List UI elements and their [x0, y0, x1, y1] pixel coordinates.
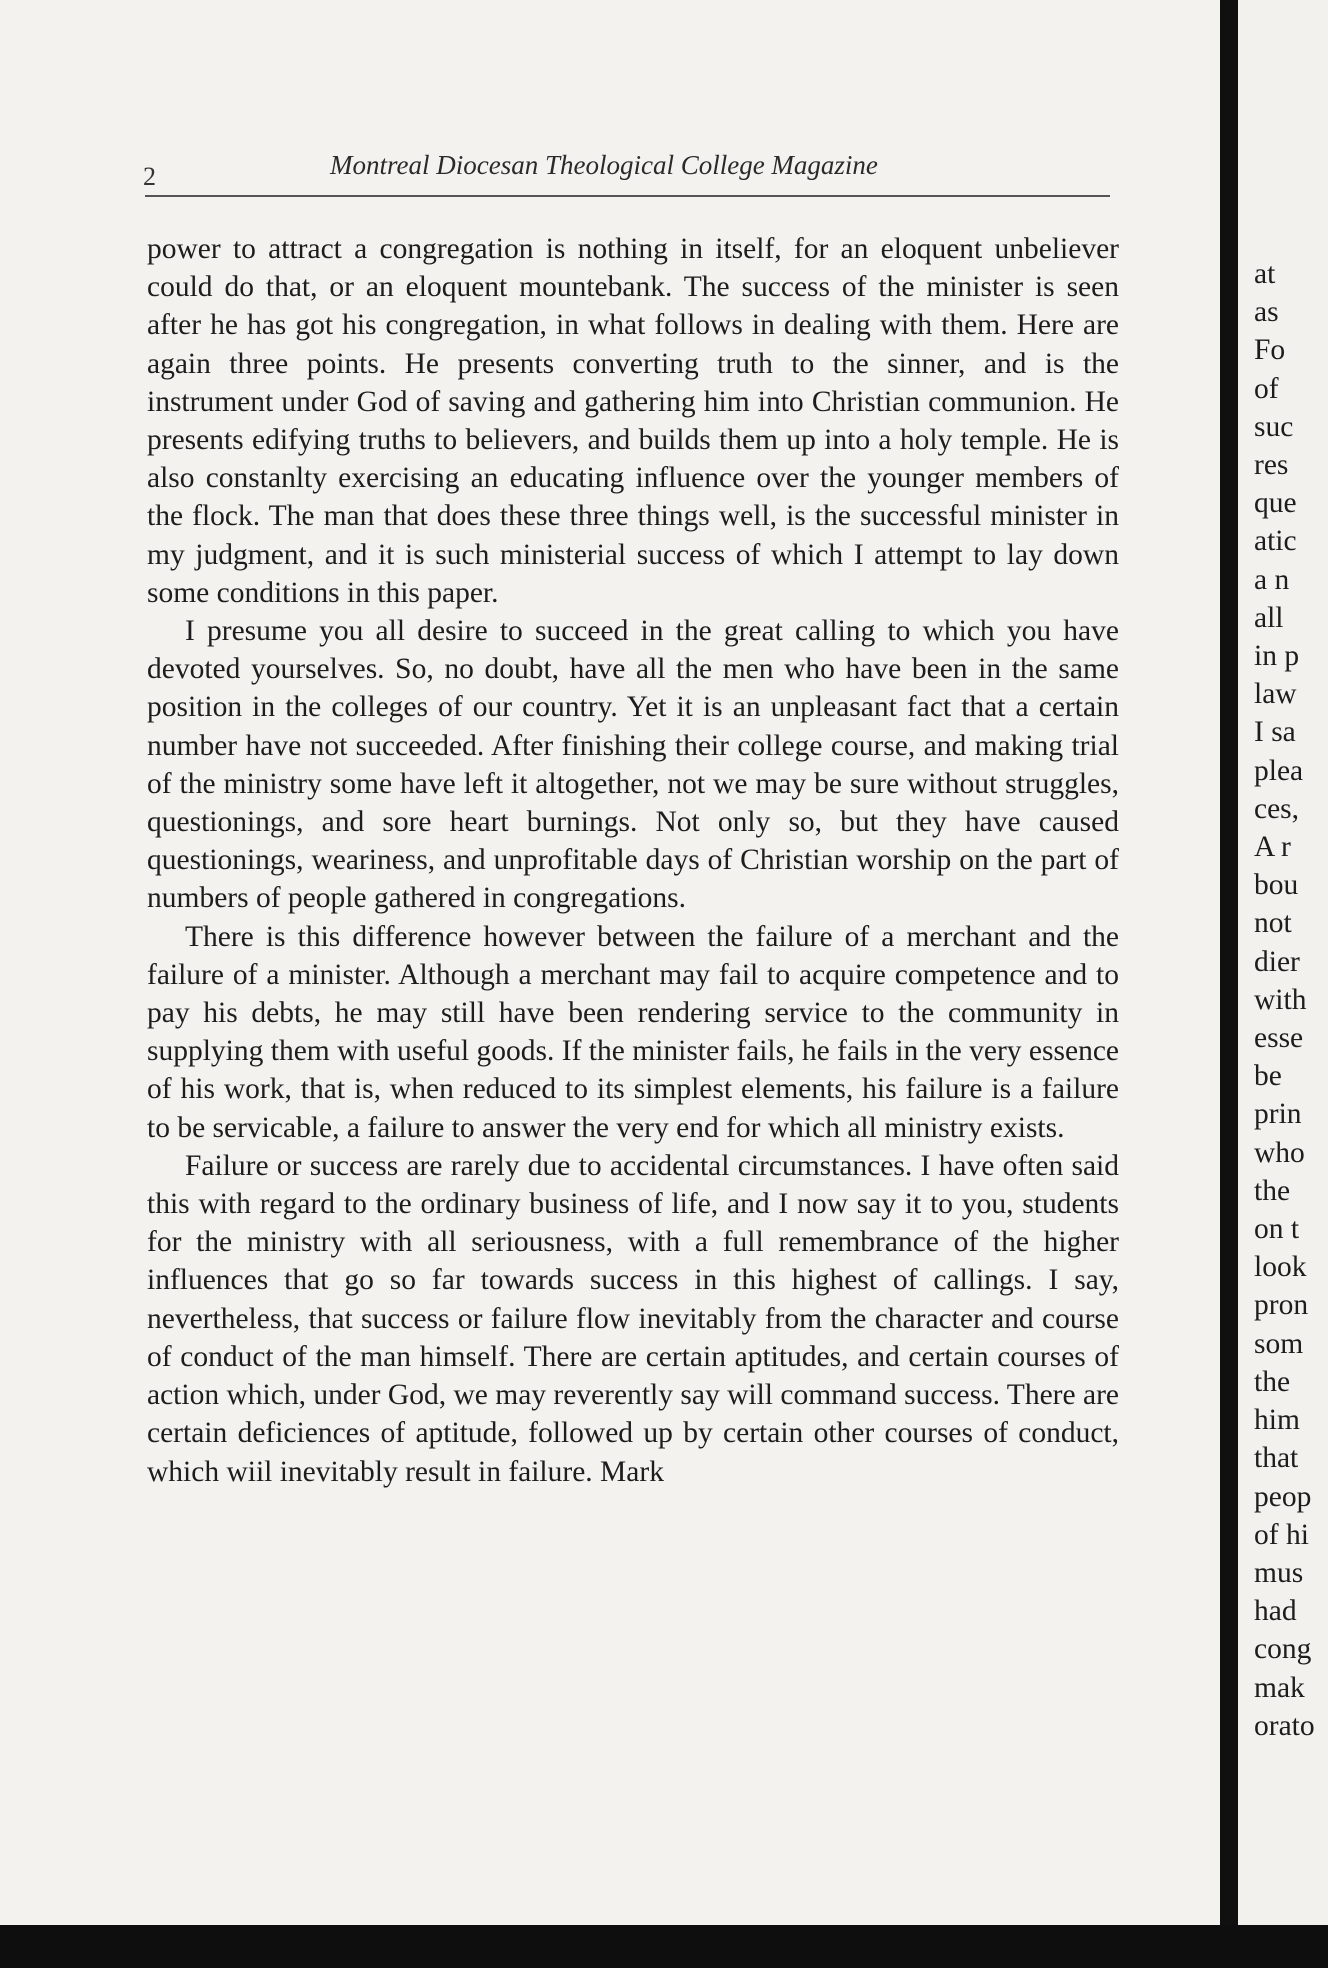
facing-page-line: som [1254, 1327, 1304, 1360]
facing-page-line: peop [1254, 1480, 1312, 1513]
facing-page-line: I sa [1254, 716, 1296, 749]
paragraph: There is this difference however between the failure of a merchant and the failure of a minister. Although a merchant may fail to acquire competence and to pay his debts, he may still have been rendering service to the community in supplying them with useful goods. If the minister fails, he fails in the very essence of his work, that is, when reduced to its simplest elements, his failure is a failure to be servicable, a failure to answer the very end for which all ministry exists. [147, 920, 1119, 1144]
facing-page-line: that [1254, 1442, 1299, 1475]
facing-page-line: the [1254, 1174, 1291, 1207]
facing-page-line: all [1254, 601, 1284, 634]
facing-page-line: him [1254, 1404, 1300, 1437]
facing-page-text [1254, 255, 1315, 1745]
paragraph: Failure or success are rarely due to accidental circumstances. I have often said this with regard to the ordinary business of life, and I now say it to you, students for the ministry with all seriousness, with a full remembrance of the higher influences that go so far towards success in this highest of callings. I say, nevertheless, that success or failure flow inevitably from the character and course of conduct of the man himself. There are certain aptitudes, and certain courses of action which, under God, we may reverently say will command success. There are certain deficiences of aptitude, followed up by certain other courses of conduct, which wiil inevitably result in failure. Mark [147, 1149, 1119, 1488]
facing-page-line: prin [1254, 1098, 1302, 1131]
facing-page-line: of [1254, 372, 1279, 405]
facing-page-line: in p [1254, 640, 1300, 673]
facing-page-line: dier [1254, 945, 1300, 978]
facing-page-line: pron [1254, 1289, 1309, 1322]
facing-page [1238, 0, 1328, 1925]
facing-page-line: law [1254, 678, 1297, 711]
facing-page-line: cong [1254, 1633, 1312, 1666]
facing-page-line: mak [1254, 1671, 1305, 1704]
facing-page-line: not [1254, 907, 1292, 940]
facing-page-line: with [1254, 983, 1307, 1016]
page-number: 2 [143, 162, 156, 191]
facing-page-line: of hi [1254, 1518, 1309, 1551]
facing-page-line: que [1254, 487, 1297, 520]
facing-page-line: who [1254, 1136, 1305, 1169]
book-gutter [1220, 0, 1238, 1925]
paragraph: I presume you all desire to succeed in the great calling to which you have devoted yourselves. So, no doubt, have all the men who have been in the same position in the colleges of our country. Yet it is an unpleasant fact that a certain number have not succeeded. After finishing their college course, and making trial of the ministry some have left it altogether, not we may be sure without struggles, questionings, and sore heart burnings. Not only so, but they have caused questionings, weariness, and unprofitable days of Christian worship on the part of numbers of people gathered in congregations. [147, 615, 1119, 915]
facing-page-line: orato [1254, 1709, 1315, 1742]
facing-page-line: the [1254, 1365, 1291, 1398]
facing-page-line: had [1254, 1595, 1297, 1628]
facing-page-line: mus [1254, 1556, 1304, 1589]
running-title: Montreal Diocesan Theological College Magazine [330, 150, 878, 180]
facing-page-line: ces, [1254, 792, 1300, 825]
facing-page-line: res [1254, 449, 1289, 482]
facing-page-line: plea [1254, 754, 1304, 787]
facing-page-line: Fo [1254, 334, 1286, 367]
facing-page-line: be [1254, 1060, 1282, 1093]
paragraph: power to attract a congregation is nothing in itself, for an eloquent unbeliever could do that, or an eloquent mountebank. The success of the minister is seen after he has got his congregation, in what follows in dealing with them. Here are again three points. He presents converting truth to the sinner, and is the instrument under God of saving and gathering him into Christian communion. He presents edifying truths to believers, and builds them up into a holy temple. He is also constanlty exercising an educating influence over the younger members of the flock. The man that does these three things well, is the successful minister in my judgment, and it is such ministerial success of which I attempt to lay down some conditions in this paper. [147, 233, 1119, 609]
facing-page-line: bou [1254, 869, 1299, 902]
facing-page-line: a n [1254, 563, 1290, 596]
facing-page-line: suc [1254, 410, 1294, 443]
facing-page-line: at [1254, 258, 1276, 290]
facing-page-line: on t [1254, 1213, 1300, 1246]
facing-page-line: esse [1254, 1022, 1304, 1055]
facing-page-line: as [1254, 296, 1279, 329]
facing-page-line: A r [1254, 831, 1291, 864]
facing-page-line: look [1254, 1251, 1307, 1284]
header-rule [145, 195, 1110, 197]
body-text [147, 230, 1119, 1491]
facing-page-line: atic [1254, 525, 1297, 558]
scan-bottom-edge [0, 1925, 1328, 1968]
